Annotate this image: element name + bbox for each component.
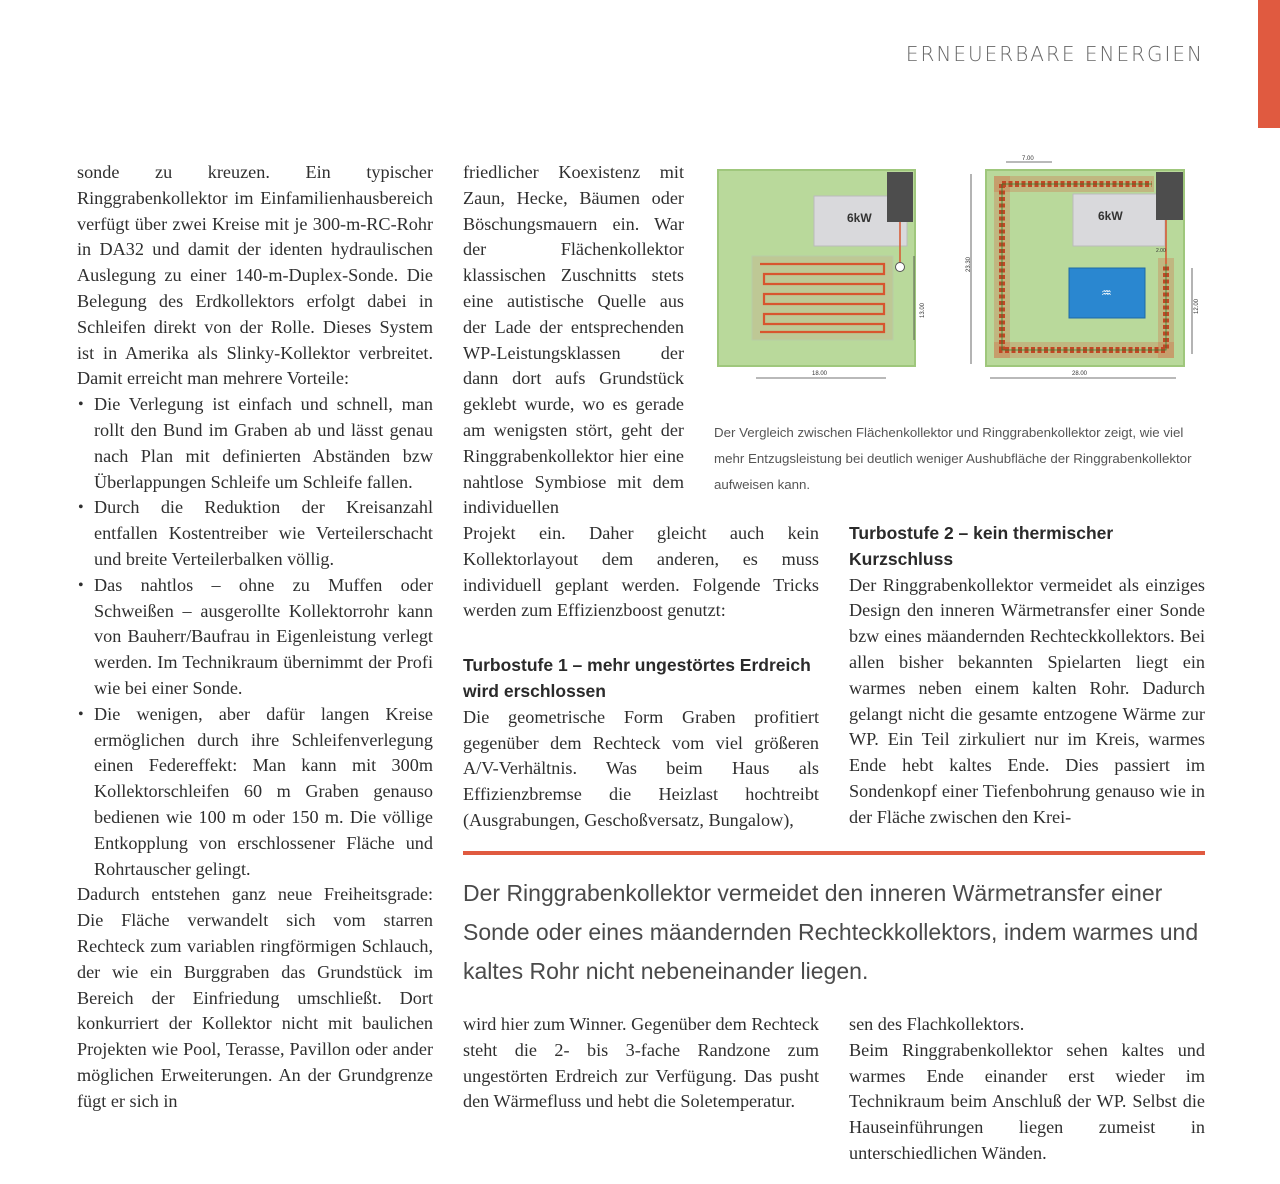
col1-outro: Dadurch entstehen ganz neue Freiheitsgrade: Die Fläche verwandelt sich vom starren Rechteck zum variablen ringförmigen Schlauch, der wie ein Burggraben das Grundstück im Bereich der Einfriedung umschließt. Dort konkurriert der Kollektor nicht mit baulichen Projekten wie Pool, Terasse, Pavillon oder ander möglichen Erweiterungen. An der Grundgrenze fügt er sich in [77,884,433,1111]
technical-room-left [887,172,913,222]
collector-field [752,256,893,340]
manifold-icon [896,263,905,272]
house-label-right: 6kW [1098,209,1123,223]
heading-turbostufe-1: Turbostufe 1 – mehr ungestörtes Erdreich wird erschlossen [463,655,811,701]
comparison-diagram [716,156,1208,392]
col1-intro: sonde zu kreuzen. Ein typischer Ringgrabenkollektor im Einfamilienhausbereich verfügt über zwei Kreise mit je 300-m-RC-Rohr in DA32 und damit der identen hydraulischen Auslegung zu einer 140-m-Duplex-Sonde. Die Belegung des Erdkollektors erfolgt dabei in Schleifen direkt von der Rolle. Dieses System ist in Amerika als Slinky-Kollektor verbreitet. Damit erreicht man mehrere Vorteile: [77,162,433,389]
list-item: • Durch die Reduktion der Kreisanzahl entfallen Kostentreiber wie Verteilerschacht und breite Verteilerbalken völlig. [77,495,433,572]
list-item: • Die wenigen, aber dafür langen Kreise ermöglichen durch ihre Schleifenverlegung einen Federeffekt: Man kann mit 300m Kollektorschleifen 60 m Graben genauso bedienen wie 100 m oder 150 m. Die völlige Entkopplung von erschlossener Fläche und Rohrtauscher gelingt. [77,702,433,883]
column-3-bottom [849,1012,1205,1167]
swimming-icon: ♒ [1101,286,1112,300]
dim-right-top: 7.00 [1022,156,1034,162]
dim-left-width: 18.00 [812,371,828,377]
dim-right-width: 28.00 [1072,371,1088,377]
column-2-bottom [463,1012,819,1115]
collector-comparison-figure [716,156,1208,392]
col2-bottom-text: wird hier zum Winner. Gegenüber dem Rechteck steht die 2- bis 3-fache Randzone zum ungestörten Erdreich zur Verfügung. Das pusht den Wärmefluss und hebt die Soletemperatur. [463,1014,819,1112]
col2-body-text: Die geometrische Form Graben profitiert gegenüber dem Rechteck vom viel größeren A/V-Verhältnis. Was beim Haus als Effizienzbremse die Heizlast hochtreibt (Ausgrabungen, Geschoßversatz, Bungalow), [463,706,819,830]
col3-body-text: Der Ringgrabenkollektor vermeidet als einziges Design den inneren Wärmetransfer einer Sonde bzw eines mäandernden Rechteckkollektors. Bei allen bisher bekannten Spielarten liegt ein warmes neben einem kalten Rohr. Dadurch gelangt nicht die gesamte entzogene Wärme zur WP. Ein Teil zirkuliert nur im Kreis, warmes Ende hebt kaltes Ende. Dies passiert im Sondenkopf einer Tiefenbohrung genauso wie in der Fläche zwischen den Krei- [849,574,1205,827]
figure-caption: Der Vergleich zwischen Flächenkollektor und Ringgrabenkollektor zeigt, wie viel mehr Entzugsleistung bei deutlich weniger Aushubfläche der Ringgrabenkollektor aufweisen kann. [714,425,1192,492]
section-accent-tab [1258,0,1280,128]
house-label-left: 6kW [847,211,872,225]
column-3 [849,521,1205,831]
pullquote: Der Ringgrabenkollektor vermeidet den inneren Wärmetransfer einer Sonde oder eines mäandernden Rechteckkollektors, indem warmes und kaltes Rohr nicht nebeneinander liegen. [463,880,1199,984]
list-item: • Die Verlegung ist einfach und schnell, man rollt den Bund im Graben ab und lässt genau nach Plan mit definierten Abständen bzw Überlappungen Schleife um Schleife fallen. [77,392,433,495]
dim-right-small: 2.00 [1156,248,1166,254]
col3-bottom-text-2: Beim Ringgrabenkollektor sehen kaltes und warmes Ende einander erst wieder im Technikraum beim Anschluß der WP. Selbst die Hauseinführungen liegen zumeist in unterschiedlichen Wänden. [849,1039,1205,1163]
advantages-list [77,392,433,882]
col2-mid-text: Projekt ein. Daher gleicht auch kein Kollektorlayout dem anderen, es muss individuell geplant werden. Folgende Tricks werden zum Effizienzboost genutzt: [463,523,819,621]
dim-right-height: 23.30 [966,256,972,272]
technical-room-right [1156,172,1183,220]
dim-left-height: 13.00 [920,302,926,318]
col2-top-text: friedlicher Koexistenz mit Zaun, Hecke, Bäumen oder Böschungsmauern ein. War der Flächenkollektor klassischen Zuschnitts stets eine autistische Quelle aus der Lade der entsprechenden WP-Leistungsklassen der dann dort aufs Grundstück geklebt wurde, wo es gerade am wenigsten stört, geht der Ringgrabenkollektor hier eine nahtlose Symbiose mit dem individuellen [463,162,684,518]
column-2-top [463,160,684,521]
col3-bottom-text-1: sen des Flachkollektors. [849,1014,1025,1034]
column-2-lower [463,521,819,834]
section-title: ERNEUERBARE ENERGIEN [905,42,1204,66]
list-item: • Das nahtlos – ohne zu Muffen oder Schweißen – ausgerollte Kollektorrohr kann von Bauherr/Baufrau in Eigenleistung verlegt werden. Im Technikraum übernimmt der Profi wie bei einer Sonde. [77,573,433,702]
column-1 [77,160,433,1114]
pullquote-rule [463,851,1205,855]
dim-right-inner: 12.00 [1194,298,1200,314]
heading-turbostufe-2: Turbostufe 2 – kein thermischer Kurzschluss [849,523,1114,569]
